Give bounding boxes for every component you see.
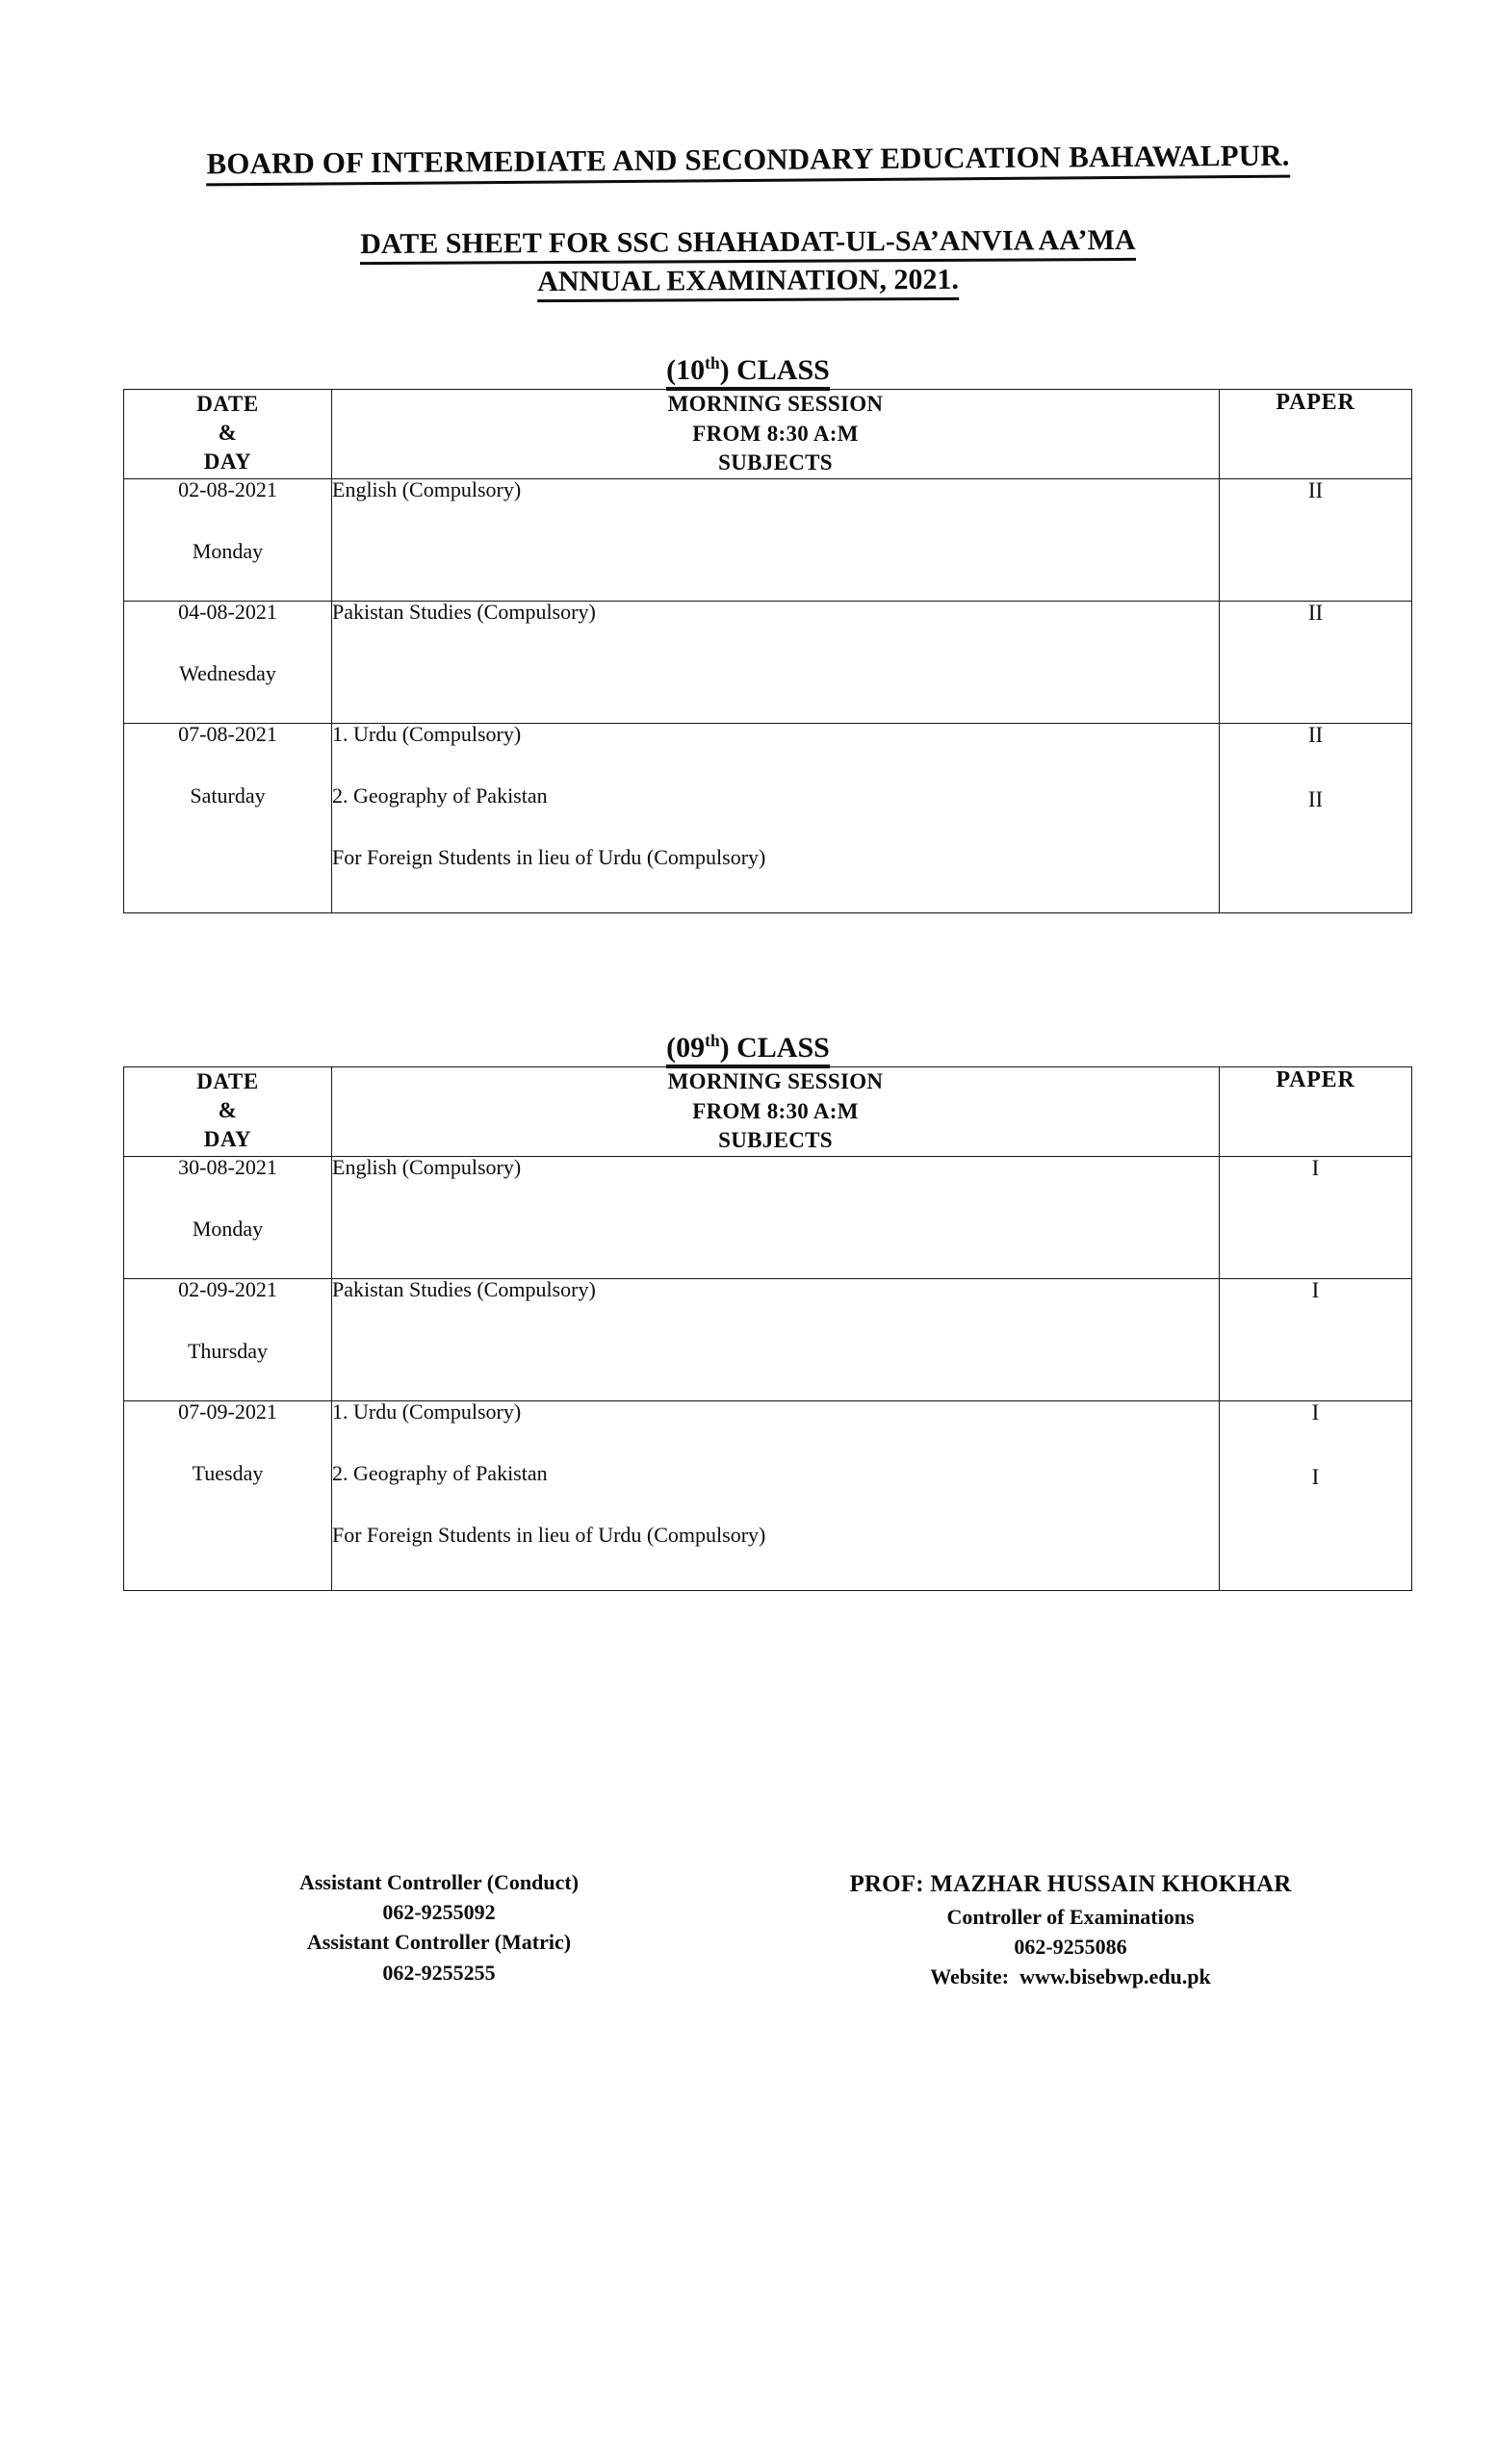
- cell-paper: [1220, 1156, 1412, 1278]
- subtitle-line-2: ANNUAL EXAMINATION, 2021.: [0, 258, 1496, 304]
- exam-date: 02-08-2021: [178, 476, 277, 501]
- table-row: [124, 478, 1412, 601]
- cell-subjects: [332, 1278, 1220, 1400]
- class-10-superscript: th: [705, 353, 720, 372]
- header-session-line-1: MORNING SESSION: [667, 1069, 884, 1093]
- cell-subjects: [332, 478, 1220, 601]
- header-morning-session: [332, 390, 1220, 479]
- subtitle-line-1: DATE SHEET FOR SSC SHAHADAT-UL-SA’ANVIA AA’MA: [0, 219, 1496, 266]
- exam-date: 04-08-2021: [178, 599, 277, 624]
- cell-date-day: [124, 1400, 332, 1590]
- header-date-line-2: &: [218, 1097, 238, 1122]
- cell-date-day: [124, 478, 332, 601]
- table-row: [124, 723, 1412, 912]
- table-row: [124, 1400, 1412, 1590]
- cell-paper: [1220, 601, 1412, 723]
- schedule-table-class-09: [123, 1066, 1412, 1591]
- subject-line: 1. Urdu (Compulsory): [332, 721, 522, 746]
- cell-subjects: [332, 601, 1220, 723]
- cell-paper: [1220, 478, 1412, 601]
- class-09-title-underline: [666, 1032, 830, 1068]
- subject-line: Pakistan Studies (Compulsory): [332, 599, 596, 624]
- header-date-line-2: &: [218, 420, 238, 445]
- cell-subjects: [332, 1156, 1220, 1278]
- paper-value: II: [1307, 722, 1324, 747]
- exam-date: 07-08-2021: [178, 721, 277, 746]
- header-paper: PAPER: [1220, 1067, 1412, 1157]
- website-line: Website: www.bisebwp.edu.pk: [930, 1964, 1211, 1989]
- cell-date-day: [124, 1156, 332, 1278]
- paper-value: II: [1307, 786, 1324, 811]
- header-session-line-3: SUBJECTS: [718, 450, 833, 475]
- subject-line: 2. Geography of Pakistan: [332, 1460, 548, 1485]
- exam-day: Monday: [192, 1216, 264, 1241]
- exam-day: Wednesday: [179, 660, 276, 685]
- header-date-line-3: DAY: [203, 1126, 252, 1151]
- footer: [0, 1867, 1496, 1991]
- subject-line: English (Compulsory): [332, 476, 522, 501]
- controller-name: PROF: MAZHAR HUSSAIN KHOKHAR: [849, 1871, 1292, 1897]
- class-09-prefix: (09: [666, 1032, 706, 1064]
- class-10-title: [0, 354, 1496, 387]
- exam-date: 02-09-2021: [178, 1276, 277, 1301]
- header-session-line-3: SUBJECTS: [718, 1128, 833, 1153]
- cell-paper: [1220, 1400, 1412, 1590]
- header-session-line-1: MORNING SESSION: [667, 392, 884, 416]
- board-title-text: BOARD OF INTERMEDIATE AND SECONDARY EDUCATION BAHAWALPUR.: [206, 139, 1289, 187]
- board-title: [0, 137, 1496, 183]
- paper-value: II: [1307, 477, 1324, 502]
- table-header-row: [124, 390, 1412, 479]
- table-header-row: [124, 1067, 1412, 1157]
- header-date-line-1: DATE: [196, 392, 259, 416]
- cell-subjects: [332, 1400, 1220, 1590]
- subject-line: English (Compulsory): [332, 1154, 522, 1179]
- controller-designation: Controller of Examinations: [946, 1904, 1195, 1929]
- cell-subjects: [332, 723, 1220, 912]
- table-row: [124, 1278, 1412, 1400]
- cell-date-day: [124, 1278, 332, 1400]
- header-date-day: [124, 1067, 332, 1157]
- header-paper: PAPER: [1220, 390, 1412, 479]
- class-10-title-underline: [666, 354, 830, 391]
- paper-value: II: [1307, 600, 1324, 625]
- assistant-controller-matric-phone: 062-9255255: [382, 1960, 496, 1985]
- subject-line: 1. Urdu (Compulsory): [332, 1399, 522, 1424]
- header-session-line-2: FROM 8:30 A:M: [692, 1098, 859, 1123]
- class-09-suffix: ) CLASS: [719, 1032, 830, 1064]
- class-10-prefix: (10: [666, 354, 706, 386]
- header-date-line-1: DATE: [196, 1069, 259, 1093]
- paper-value: I: [1311, 1399, 1320, 1424]
- subject-line: Pakistan Studies (Compulsory): [332, 1276, 596, 1301]
- exam-day: Monday: [192, 538, 264, 563]
- controller-phone: 062-9255086: [1014, 1934, 1127, 1959]
- assistant-controller-conduct-phone: 062-9255092: [382, 1900, 496, 1925]
- date-sheet-subtitle: [0, 219, 1496, 304]
- schedule-table-class-10: [123, 389, 1412, 913]
- table-row: [124, 601, 1412, 723]
- subject-line: 2. Geography of Pakistan: [332, 783, 548, 808]
- assistant-controller-conduct-title: Assistant Controller (Conduct): [298, 1870, 580, 1894]
- paper-value: I: [1311, 1277, 1320, 1302]
- exam-day: Tuesday: [192, 1460, 264, 1485]
- exam-day: Thursday: [187, 1338, 269, 1363]
- class-09-superscript: th: [705, 1031, 720, 1050]
- class-10-suffix: ) CLASS: [719, 354, 830, 386]
- header-date-line-3: DAY: [203, 449, 252, 474]
- exam-date: 07-09-2021: [178, 1399, 277, 1424]
- exam-day: Saturday: [190, 783, 266, 808]
- assistant-controller-matric-title: Assistant Controller (Matric): [306, 1930, 572, 1955]
- class-09-title: [0, 1032, 1496, 1065]
- header-morning-session: [332, 1067, 1220, 1157]
- header-date-day: [124, 390, 332, 479]
- subject-note: For Foreign Students in lieu of Urdu (Compulsory): [332, 1522, 766, 1547]
- footer-right-block: [762, 1867, 1379, 1991]
- exam-date: 30-08-2021: [178, 1154, 277, 1179]
- paper-value: I: [1311, 1155, 1320, 1180]
- table-row: [124, 1156, 1412, 1278]
- footer-left-block: [141, 1867, 737, 1988]
- cell-paper: [1220, 723, 1412, 912]
- header-session-line-2: FROM 8:30 A:M: [692, 421, 859, 446]
- cell-date-day: [124, 601, 332, 723]
- cell-date-day: [124, 723, 332, 912]
- paper-value: I: [1311, 1464, 1320, 1489]
- subject-note: For Foreign Students in lieu of Urdu (Compulsory): [332, 844, 766, 869]
- cell-paper: [1220, 1278, 1412, 1400]
